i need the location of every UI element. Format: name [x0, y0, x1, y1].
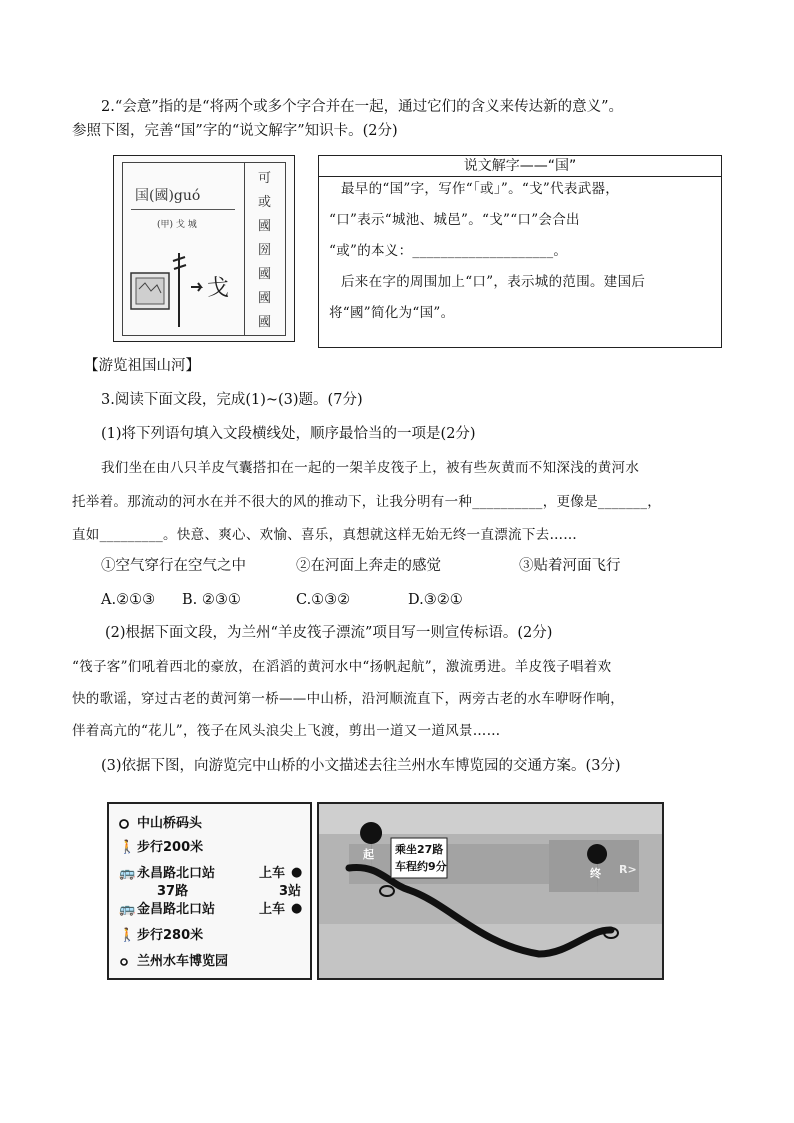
- svg-text:戈: 戈: [207, 276, 230, 301]
- glyph-2: 或: [258, 195, 272, 210]
- route-board-stop: 永昌路北口站: [137, 866, 216, 881]
- card-line-4: 后来在字的周围加上“口”，表示城的范围。建国后: [341, 274, 646, 290]
- glyph-4: 圀: [258, 243, 272, 258]
- section-title: 【游览祖国山河】: [84, 358, 200, 374]
- character-evolution-figure: [113, 155, 295, 342]
- choice-c[interactable]: C.①③②: [296, 592, 351, 608]
- walk-icon: 🚶: [119, 840, 136, 855]
- dictionary-card: [122, 162, 245, 336]
- dictionary-entry: 国(國)guó: [135, 188, 201, 204]
- route-alight-stop: 金昌路北口站: [137, 902, 216, 917]
- choice-a[interactable]: A.②①③: [101, 592, 156, 608]
- passage1-line2: 托举着。那流动的河水在并不很大的风的推动下，让我分明有一种__________，更像是_______，: [72, 494, 662, 510]
- route-bus-line: 37路: [157, 884, 189, 899]
- map-start-marker: 起: [363, 848, 374, 861]
- passage2-line1: “筏子客”们吼着西北的豪放，在滔滔的黄河水中“扬帆起航”，激流勇进。羊皮筏子唱着欢: [72, 659, 612, 675]
- card-line-2: “口”表示“城池、城邑”。“戈”“口”会合出: [329, 212, 580, 228]
- card-line-3-blank[interactable]: “或”的本义：____________________。: [329, 243, 568, 259]
- dictionary-subentry: (甲) 戈 城: [157, 220, 197, 230]
- glyph-7: 國: [258, 315, 272, 330]
- walk-icon: 🚶: [119, 928, 136, 943]
- route-alight-label: 上车: [259, 902, 286, 917]
- q3-sub2-title: (2)根据下面文段，为兰州“羊皮筏子漂流”项目写一则宣传标语。(2分): [105, 625, 553, 641]
- glyph-evolution-column: [245, 162, 286, 336]
- pin-icon: ●: [291, 865, 303, 880]
- bus-icon: 🚌: [119, 902, 136, 917]
- passage2-line2: 快的歌谣，穿过古老的黄河第一桥——中山桥，沿河顺流直下，两旁古老的水车咿呀作响，: [72, 691, 624, 707]
- route-board-label: 上车: [259, 866, 286, 881]
- glyph-6: 國: [258, 291, 272, 306]
- q2-prompt-line1: 2.“会意”指的是“将两个或多个字合并在一起，通过它们的含义来传达新的意义”。: [101, 99, 623, 115]
- map-corner-text: R>: [619, 863, 637, 876]
- option-sentence-1: ①空气穿行在空气之中: [101, 558, 246, 574]
- glyph-1: 可: [258, 171, 272, 186]
- bus-icon: 🚌: [119, 866, 136, 881]
- pin-icon: ●: [291, 901, 303, 916]
- glyph-5: 國: [258, 267, 272, 282]
- map-graphic: [319, 804, 664, 980]
- route-walk1: 步行200米: [137, 840, 204, 855]
- card-line-1: 最早的“国”字，写作“「或」”。“戈”代表武器，: [341, 181, 620, 197]
- route-walk2: 步行280米: [137, 928, 204, 943]
- passage1-line1: 我们坐在由八只羊皮气囊搭扣在一起的一架羊皮筏子上，被有些灰黄而不知深浅的黄河水: [101, 460, 640, 476]
- q3-intro: 3.阅读下面文段，完成(1)~(3)题。(7分): [101, 392, 363, 408]
- q3-sub1-title: (1)将下列语句填入文段横线处，顺序最恰当的一项是(2分): [101, 426, 476, 442]
- map-end-marker: 终: [590, 867, 601, 880]
- city-and-spear-illustration: [127, 249, 241, 329]
- map-bus-note-1: 乘坐27路: [395, 843, 444, 856]
- shuowen-knowledge-card: [318, 155, 722, 348]
- passage1-line3: 直如_________。快意、爽心、欢愉、喜乐，真想就这样无始无终一直漂流下去……: [72, 527, 578, 543]
- option-sentence-2: ②在河面上奔走的感觉: [296, 558, 441, 574]
- card-title: 说文解字——“国”: [319, 156, 721, 177]
- option-sentence-3: ③贴着河面飞行: [519, 558, 621, 574]
- map-bus-note-2: 车程约9分: [395, 860, 447, 873]
- glyph-3: 國: [258, 219, 272, 234]
- q2-prompt-line2: 参照下图，完善“国”字的“说文解字”知识卡。(2分): [72, 123, 398, 139]
- route-stop-count: 3站: [279, 884, 302, 899]
- route-map: [317, 802, 664, 980]
- route-instructions: [107, 802, 312, 980]
- card-line-5: 将“國”简化为“国”。: [329, 305, 455, 321]
- choice-d[interactable]: D.③②①: [408, 592, 463, 608]
- passage2-line3: 伴着高亢的“花儿”，筏子在风头浪尖上飞渡，剪出一道又一道风景……: [72, 723, 501, 739]
- choice-b[interactable]: B. ②③①: [182, 592, 241, 608]
- q3-sub3-title: (3)依据下图，向游览完中山桥的小文描述去往兰州水车博览园的交通方案。(3分): [101, 758, 621, 774]
- route-start: 中山桥码头: [137, 816, 203, 831]
- route-end: 兰州水车博览园: [137, 954, 229, 969]
